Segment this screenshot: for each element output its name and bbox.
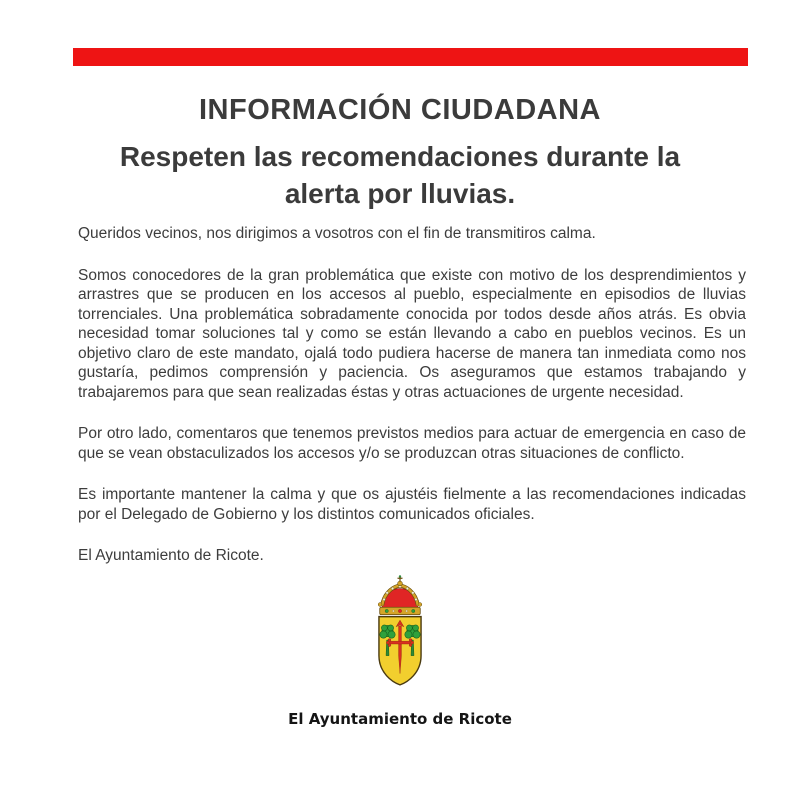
paragraph-signature: El Ayuntamiento de Ricote.: [78, 547, 264, 564]
ricote-coat-of-arms: [361, 574, 439, 692]
paragraph-problem-description: Somos conocedores de la gran problemática que existe con motivo de los desprendimientos y arrastres que se producen en los accesos al pueblo, especialmente en episodios de lluvias torrenciales. Una problemática sobradamente conocida por todos desde años atrás. Es obvia necesidad tomar soluciones tal y como se están llevando a cabo en pueblos vecinos. Es un objetivo claro de este mandato, ojalá todo pudiera hacerse de manera tan inmediata como nos gustaría, pedimos comprensión y paciencia. Os aseguramos que estamos trabajando y trabajaremos para que sean realizadas éstas y otras actuaciones de urgente necesidad.: [78, 266, 746, 401]
paragraph-keep-calm: Es importante mantener la calma y que os ajustéis fielmente a las recomendaciones indicadas por el Delegado de Gobierno y los distintos comunicados oficiales.: [78, 486, 746, 523]
crest-caption: El Ayuntamiento de Ricote: [288, 710, 512, 728]
subtitle-line-1: Respeten las recomendaciones durante la: [119, 141, 681, 172]
royal-crown-icon: [378, 575, 422, 614]
crest-container: [0, 574, 800, 697]
paragraph-emergency-means: Por otro lado, comentaros que tenemos previstos medios para actuar de emergencia en caso de que se vean obstaculizados los accesos y/o se produzcan otras situaciones de conflicto.: [78, 425, 746, 462]
notice-body: [78, 224, 746, 588]
subtitle-line-2: alerta por lluvias.: [284, 178, 516, 209]
page-subtitle: [60, 138, 740, 212]
page-title: INFORMACIÓN CIUDADANA: [199, 94, 601, 126]
paragraph-greeting: Queridos vecinos, nos dirigimos a vosotros con el fin de transmitiros calma.: [78, 225, 596, 242]
top-red-divider-bar: [73, 48, 748, 66]
